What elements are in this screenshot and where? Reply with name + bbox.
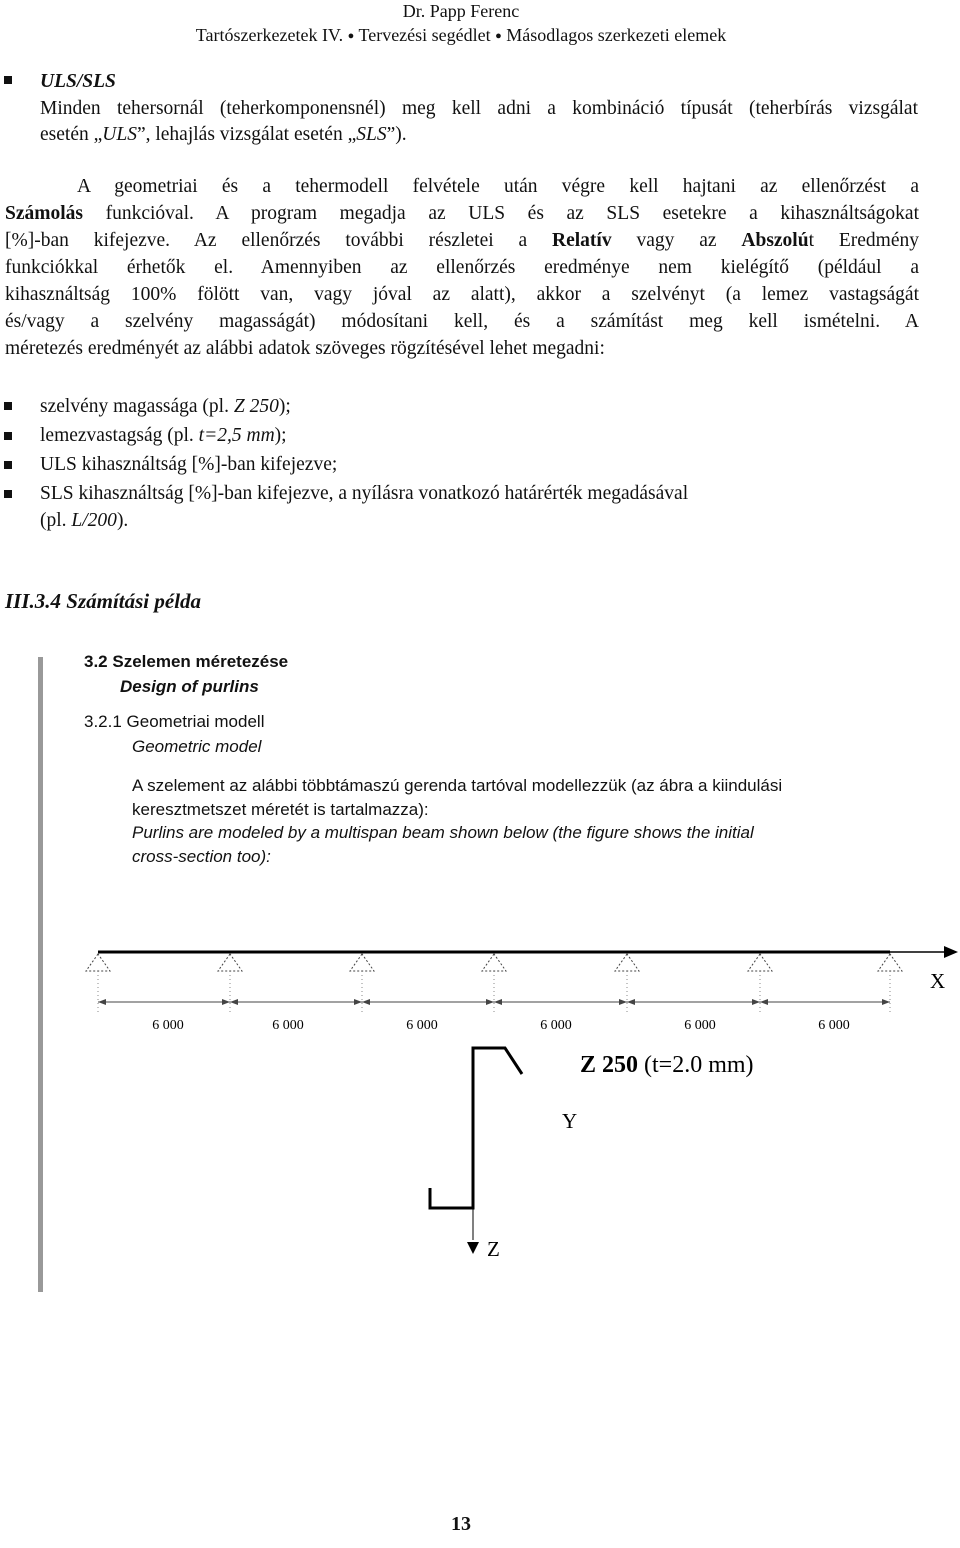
example-text-en: Purlins are modeled by a multispan beam shown below (the figure shows the initial cross-section too): (132, 823, 754, 866)
y-axis-label: Y (562, 1109, 578, 1133)
beam-figure (0, 930, 960, 1270)
para-line7: méretezés eredményét az alábbi adatok szöveges rögzítésével lehet megadni: (5, 338, 605, 359)
span-label: 6 000 (684, 1018, 716, 1033)
span-label: 6 000 (152, 1018, 184, 1033)
x-axis-arrow-icon (944, 946, 958, 958)
span-label: 6 000 (406, 1018, 438, 1033)
z-axis-label: Z (487, 1237, 500, 1261)
para-line2: Számolás funkcióval. A program megadja az ULS és az SLS esetekre a kihasználtságokat (5, 203, 919, 224)
list-item-4: SLS kihasználtság [%]-ban kifejezve, a nyílásra vonatkozó határérték megadásával (40, 483, 689, 504)
example-text-hu: A szelement az alábbi többtámaszú gerenda tartóval modellezzük (az ábra a kiindulási keresztmetszet méretét is tartalmazza): (132, 776, 783, 819)
section-label: Z 250 (t=2.0 mm) (580, 1052, 754, 1078)
z-section-shape (430, 1048, 522, 1208)
span-label: 6 000 (540, 1018, 572, 1033)
para-line1: A geometriai és a tehermodell felvétele után végre kell hajtani az ellenőrzést a (77, 176, 919, 197)
list-item-3: ULS kihasználtság [%]-ban kifejezve; (40, 454, 338, 475)
support-icon (878, 954, 902, 1015)
uls-sls-line1: Minden tehersornál (teherkomponensnél) meg kell adni a kombináció típusát (teherbírás vizsgálat (40, 98, 918, 119)
support-icon (748, 954, 772, 1015)
example-subheading: 3.2.1 Geometriai modell (84, 712, 265, 731)
bullet-dot-icon: ● (495, 30, 502, 42)
section-title: III.3.4 Számítási példa (5, 589, 202, 613)
example-heading-en: Design of purlins (120, 677, 259, 696)
header-author: Dr. Papp Ferenc (402, 1, 520, 21)
z-axis-arrow-icon (467, 1242, 479, 1254)
para-line5: kihasználtság 100% fölött van, vagy jóval az alatt), akkor a szelvényt (a lemez vastagságát (5, 284, 919, 305)
support-icon (218, 954, 242, 1015)
square-bullet-icon (4, 402, 12, 410)
square-bullet-icon (4, 432, 12, 440)
para-line6: és/vagy a szelvény magasságát) módosítani kell, és a számítást meg kell ismételni. A (5, 311, 919, 332)
example-subheading-en: Geometric model (132, 737, 262, 756)
support-icon (482, 954, 506, 1015)
para-line4: funkciókkal érhetők el. Amennyiben az ellenőrzés eredménye nem kielégítő (például a (5, 257, 919, 278)
header-course: Tartószerkezetek IV. (195, 25, 344, 45)
bullet-dot-icon: ● (347, 30, 355, 42)
span-label: 6 000 (818, 1018, 850, 1033)
header-course-line (0, 24, 922, 47)
x-axis-label: X (930, 969, 946, 993)
list-item-1: szelvény magassága (pl. Z 250); (40, 396, 291, 417)
support-icon (615, 954, 639, 1015)
example-heading: 3.2 Szelemen méretezése (84, 652, 289, 671)
page-number: 13 (451, 1513, 471, 1535)
square-bullet-icon (4, 461, 12, 469)
uls-sls-line2: esetén „ULS”, lehajlás vizsgálat esetén „SLS”). (40, 124, 407, 145)
square-bullet-icon (4, 76, 12, 84)
header-part3: Másodlagos szerkezeti elemek (506, 25, 727, 45)
support-icon (86, 954, 110, 1015)
list-item-4-cont: (pl. L/200). (40, 510, 129, 531)
square-bullet-icon (4, 490, 12, 498)
span-label: 6 000 (272, 1018, 304, 1033)
header-part2: Tervezési segédlet (358, 25, 491, 45)
list-item-2: lemezvastagság (pl. t=2,5 mm); (40, 425, 287, 446)
uls-sls-title: ULS/SLS (40, 71, 116, 92)
para-line3: [%]-ban kifejezve. Az ellenőrzés további részletei a Relatív vagy az Abszolút Eredmény (5, 230, 919, 251)
support-icon (350, 954, 374, 1015)
